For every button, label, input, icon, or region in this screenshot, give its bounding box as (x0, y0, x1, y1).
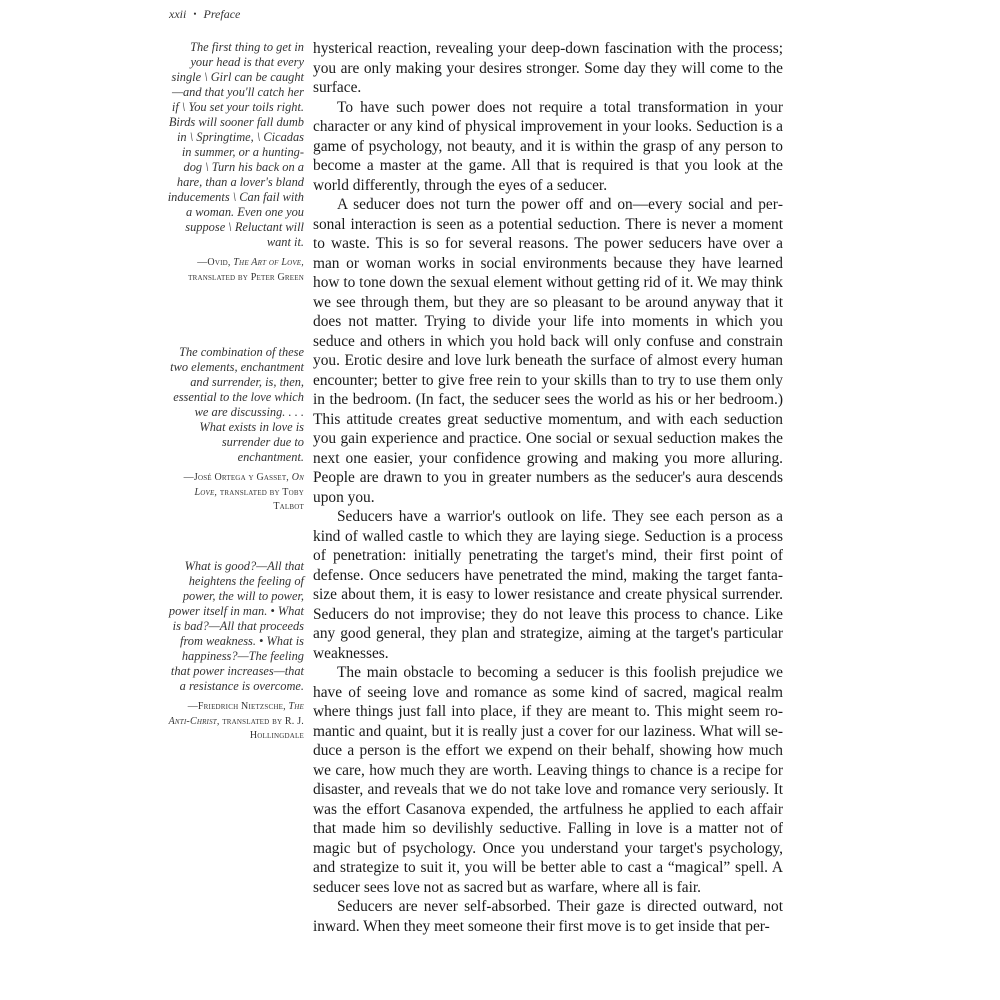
margin-quote-text: What is good?—All that heightens the feeling of power, the will to power, power itself in man. • What is bad?—All that proceeds from weakness. • What is happiness?—The feeling that power increases—that a resistance is overcome. (168, 559, 304, 693)
attribution-author: —Ovid, (197, 257, 231, 268)
margin-quote-attribution (166, 700, 304, 744)
body-paragraph: The main obstacle to becoming a seducer is this foolish prejudice we have of seeing love and romance as some kind of sacred, magical realm where things just fall into place, if they are meant to. This might seem romantic and quaint, but it is really just a cover for our laziness. What will seduce a person is the effort we expend on their behalf, showing how much we care, how much they are worth. Leaving things to chance is a recipe for disaster, and reveals that we do not take love and romance very seriously. It was the effort Casanova expended, the artfulness he applied to each affair that made him so devilishly seductive. Falling in love is a matter not of magic but of psychology. Once you understand your target's psychology, and strategize to suit it, you will be better able to cast a “magical” spell. A seducer sees love not as sacred but as warfare, where all is fair. (313, 664, 783, 896)
margin-quote-text: The combination of these two elements, enchantment and surrender, is, then, essential to the love which we are discussing. . . . What exists in love is surrender due to enchantment. (170, 345, 304, 464)
margin-quote-text: The first thing to get in your head is that every single \ Girl can be caught—and that you'll catch her if \ You set your toils right. Birds will sooner fall dumb in \ Springtime, \ Cicadas in summer, or a hunting-dog \ Turn his back on a hare, than a lover's bland inducements \ Can fail with a woman. Even one you suppose \ Reluctant will want it. (167, 40, 304, 249)
attribution-work: The Anti-Christ, (168, 701, 304, 727)
body-paragraph: To have such power does not require a total transformation in your character or any kind of physical improvement in your looks. Seduction is a game of psychology, not beauty, and it is within the grasp of any person to become a master at the game. All that is required is that you look at the world differently, through the eyes of a seducer. (313, 98, 783, 194)
body-paragraph: Seducers have a warrior's outlook on life. They see each person as a kind of walled castle to which they are laying siege. Seduction is a process of penetration: initially penetrating the target's mind, their first point of defense. Once seducers have penetrated the mind, making the target fantasize about them, it is easy to lower resistance and create physical surrender. Seducers do not improvise; they do not leave this process to chance. Like any good general, they plan and strategize, aiming at the target's particular weaknesses. (313, 508, 783, 662)
attribution-translator: translated by Peter Green (188, 271, 304, 283)
body-paragraph: hysterical reaction, revealing your deep-down fascination with the process; you are only making your desires stronger. Some day they will come to the surface. (313, 40, 783, 96)
attribution-translator: translated by Toby Talbot (219, 486, 304, 512)
running-head (169, 7, 240, 22)
margin-quote-attribution (166, 256, 304, 285)
attribution-author: —Friedrich Nietzsche, (187, 701, 286, 712)
attribution-work: The Art of Love, (233, 257, 304, 268)
section-title: Preface (203, 7, 241, 21)
body-paragraph: A seducer does not turn the power off and on—every social and personal interaction is seen as a potential seduction. There is never a moment to waste. This is so for several reasons. The power seducers have over a man or woman works in social environments because they have learned how to tone down the sexual element without getting rid of it. We may think we see through them, but they are so pleasant to be around anyway that it does not matter. Trying to divide your life into moments in which you seduce and others in which you hold back will only confuse and constrain you. Erotic desire and love lurk beneath the surface of almost every human encounter; better to give free rein to your skills than to try to use them only in the bedroom. (In fact, the seducer sees the world as his or her bedroom.) This attitude creates great seductive momentum, and with each seduction you gain experience and practice. One social or sexual seduction makes the next one easier, your confidence growing and making you more alluring. People are drawn to you in greater numbers as the seducer's aura descends upon you. (313, 196, 783, 506)
margin-quote-attribution (166, 471, 304, 515)
attribution-author: —José Ortega y Gasset, (183, 472, 289, 483)
body-paragraph: Seducers are never self-absorbed. Their gaze is directed outward, not inward. When they meet someone their first move is to get inside that per- (313, 898, 783, 935)
attribution-translator: translated by R. J. Hollingdale (222, 715, 304, 741)
body-text (313, 39, 783, 936)
margin-quote-ovid (166, 40, 304, 285)
page-number: xxii (169, 7, 187, 21)
margin-quote-ortega (166, 345, 304, 515)
attribution-work: On Love, (194, 472, 304, 498)
bullet-separator: • (193, 9, 197, 19)
margin-quote-nietzsche (166, 559, 304, 744)
